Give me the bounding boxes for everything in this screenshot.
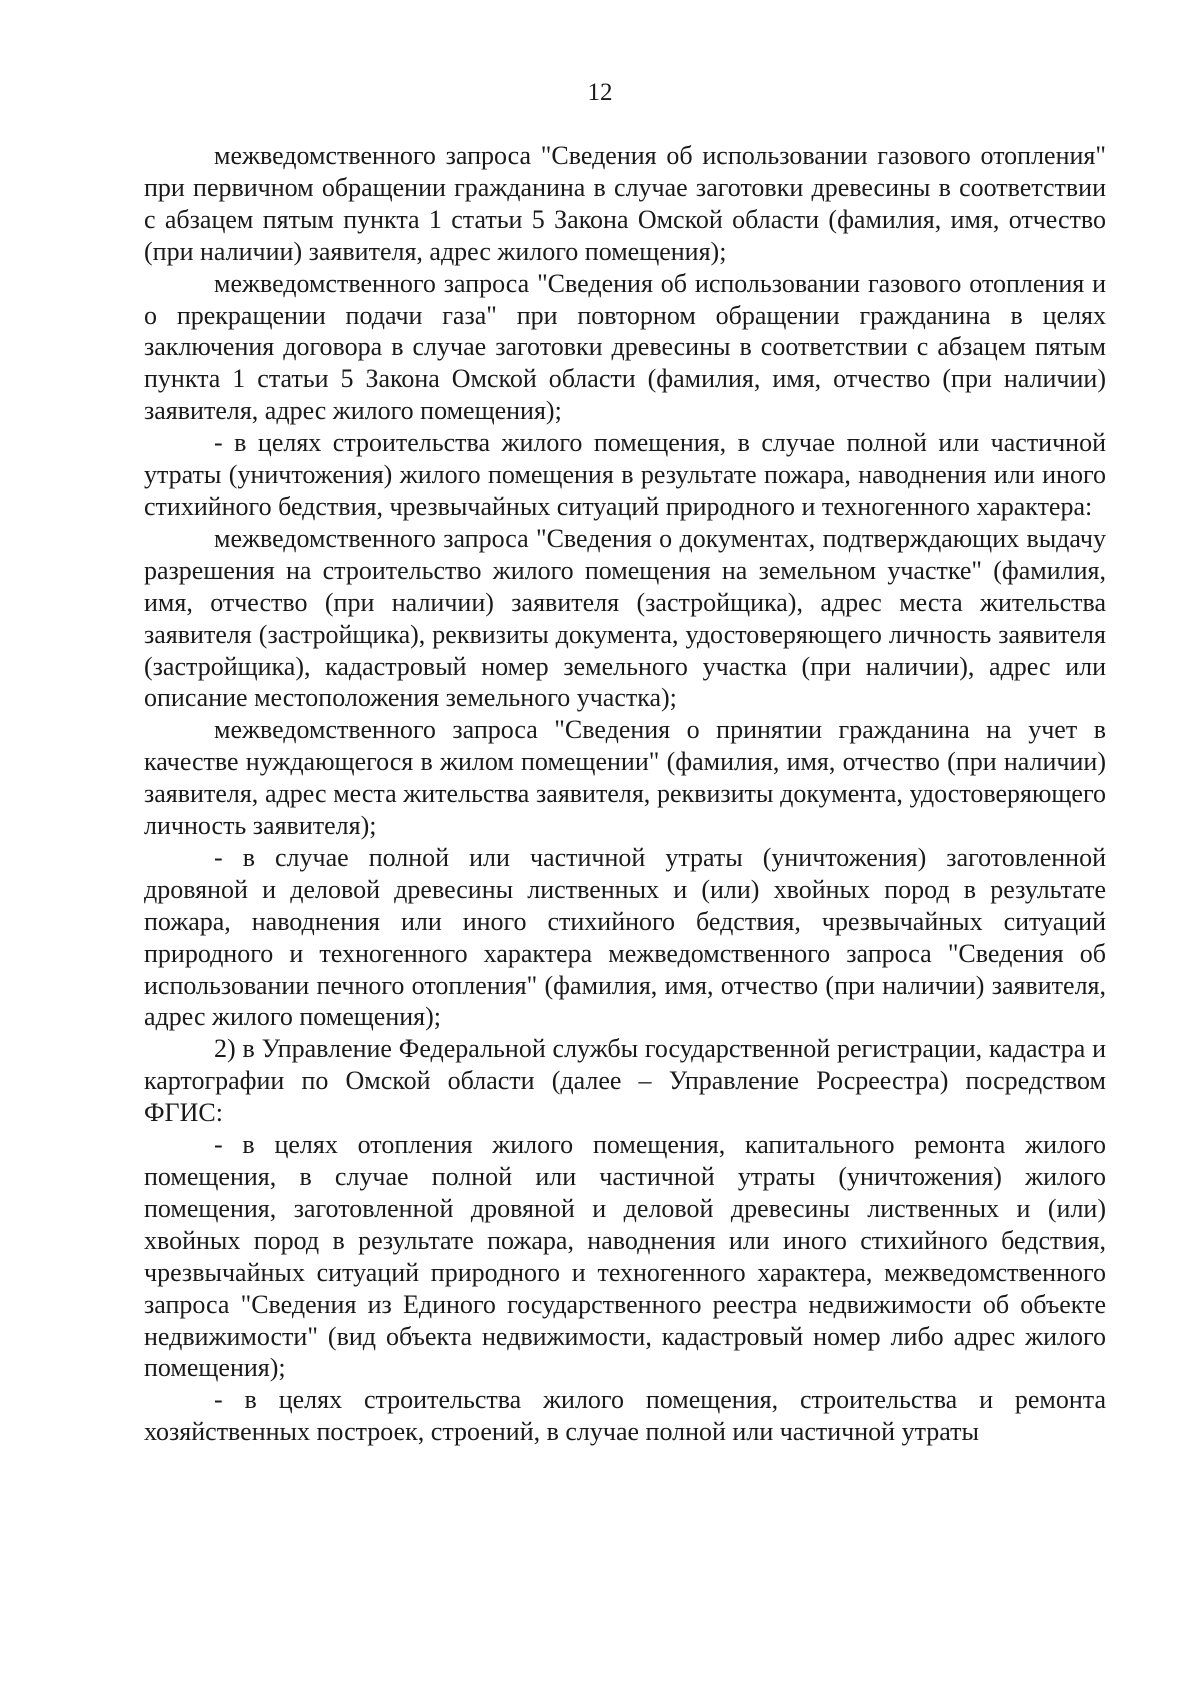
- paragraph: межведомственного запроса "Сведения об использовании газового отопления и о прекращении подачи газа" при повторном обращении гражданина в целях заключения договора в случае заготовки древесины в соответствии с абзацем пятым пункта 1 статьи 5 Закона Омской области (фамилия, имя, отчество (при наличии) заявителя, адрес жилого помещения);: [144, 268, 1106, 426]
- paragraph: межведомственного запроса "Сведения о принятии гражданина на учет в качестве нуждающегося в жилом помещении" (фамилия, имя, отчество (при наличии) заявителя, адрес места жительства заявителя, реквизиты документа, удостоверяющего личность заявителя);: [144, 715, 1106, 841]
- paragraph: межведомственного запроса "Сведения об использовании газового отопления" при первичном обращении гражданина в случае заготовки древесины в соответствии с абзацем пятым пункта 1 статьи 5 Закона Омской области (фамилия, имя, отчество (при наличии) заявителя, адрес жилого помещения);: [144, 141, 1106, 266]
- paragraph: 2) в Управление Федеральной службы государственной регистрации, кадастра и картографии по Омской области (далее – Управление Росреестра) посредством ФГИС:: [144, 1034, 1106, 1128]
- paragraph: - в целях строительства жилого помещения, в случае полной или частичной утраты (уничтожения) жилого помещения в результате пожара, наводнения или иного стихийного бедствия, чрезвычайных ситуаций природного и техногенного характера:: [144, 428, 1106, 521]
- paragraph: - в целях отопления жилого помещения, капитального ремонта жилого помещения, в случае полной или частичной утраты (уничтожения) жилого помещения, заготовленной дровяной и деловой древесины лиственных и (или) хвойных пород в результате пожара, наводнения или иного стихийного бедствия, чрезвычайных ситуаций природного и техногенного характера, межведомственного запроса "Сведения из Единого государственного реестра недвижимости об объекте недвижимости" (вид объекта недвижимости, кадастровый номер либо адрес жилого помещения);: [144, 1130, 1106, 1383]
- document-body: [144, 140, 1106, 1448]
- paragraph: межведомственного запроса "Сведения о документах, подтверждающих выдачу разрешения на строительство жилого помещения на земельном участке" (фамилия, имя, отчество (при наличии) заявителя (застройщика), адрес места жительства заявителя (застройщика), реквизиты документа, удостоверяющего личность заявителя (застройщика), кадастровый номер земельного участка (при наличии), адрес или описание местоположения земельного участка);: [144, 523, 1106, 713]
- paragraph: - в целях строительства жилого помещения, строительства и ремонта хозяйственных построек, строений, в случае полной или частичной утраты: [144, 1385, 1106, 1447]
- paragraph: - в случае полной или частичной утраты (уничтожения) заготовленной дровяной и деловой древесины лиственных и (или) хвойных пород в результате пожара, наводнения или иного стихийного бедствия, чрезвычайных ситуаций природного и техногенного характера межведомственного запроса "Сведения об использовании печного отопления" (фамилия, имя, отчество (при наличии) заявителя, адрес жилого помещения);: [144, 842, 1106, 1032]
- page-number: 12: [587, 79, 613, 106]
